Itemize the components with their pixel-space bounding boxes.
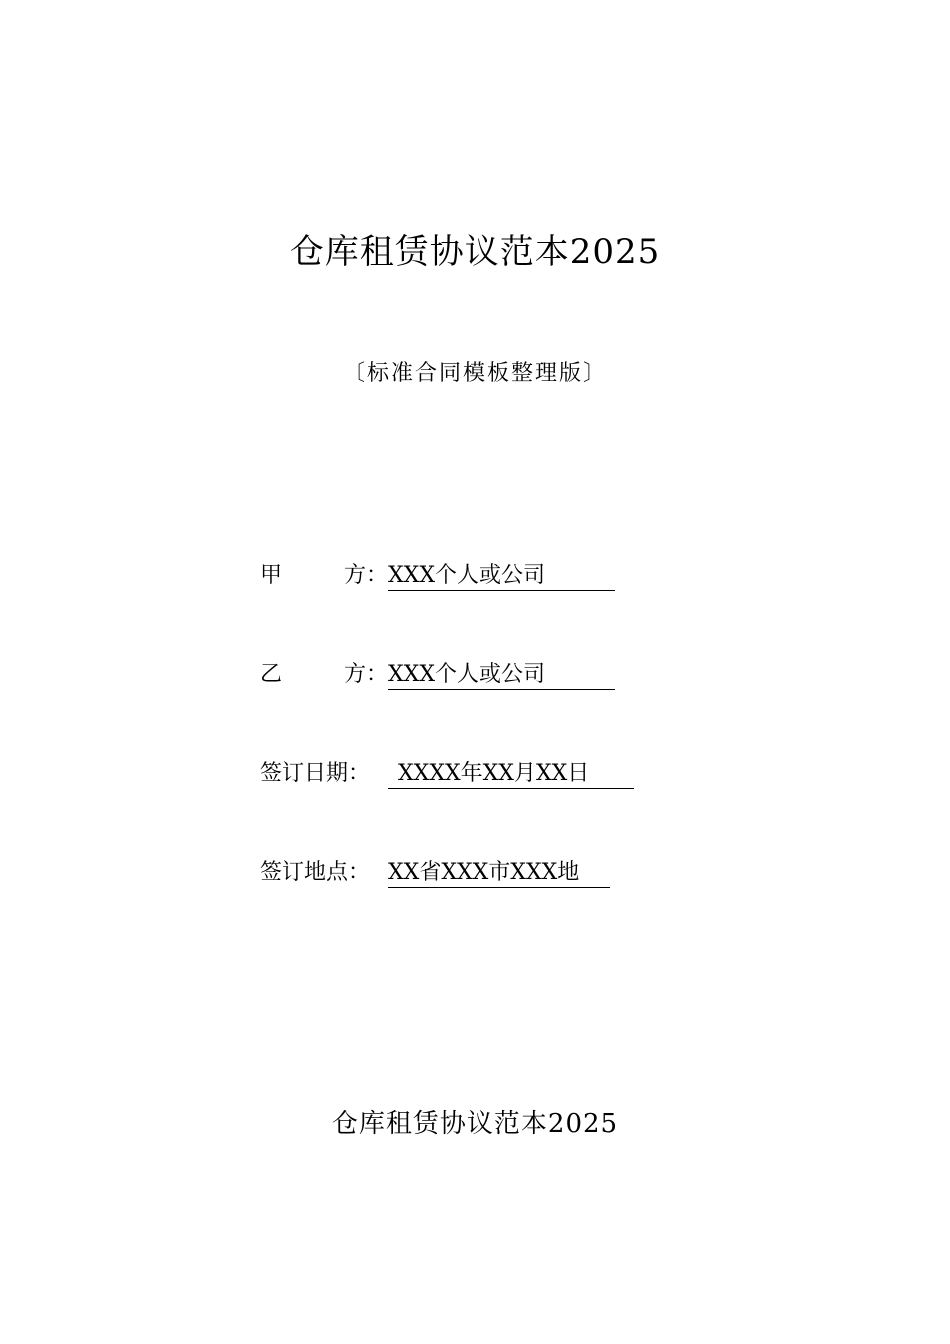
party-b-value: XXX个人或公司 <box>388 662 615 690</box>
party-a-value: XXX个人或公司 <box>388 563 615 591</box>
party-b-label: 乙 方： <box>260 662 388 687</box>
document-subtitle: 〔标准合同模板整理版〕 <box>342 361 607 386</box>
document-title: 仓库租赁协议范本2025 <box>289 232 661 272</box>
signing-date-label: 签订日期： <box>260 761 371 786</box>
signing-place-value: XX省XXX市XXX地 <box>388 860 610 888</box>
signing-place-label: 签订地点： <box>260 860 371 885</box>
party-b-field <box>260 659 615 691</box>
signing-place-field <box>260 857 610 889</box>
party-a-field <box>260 560 615 592</box>
signing-date-value: XXXX年XX月XX日 <box>388 761 634 789</box>
footer-title: 仓库租赁协议范本2025 <box>331 1109 619 1139</box>
party-a-label: 甲 方： <box>260 563 388 588</box>
signing-date-field <box>260 758 634 790</box>
